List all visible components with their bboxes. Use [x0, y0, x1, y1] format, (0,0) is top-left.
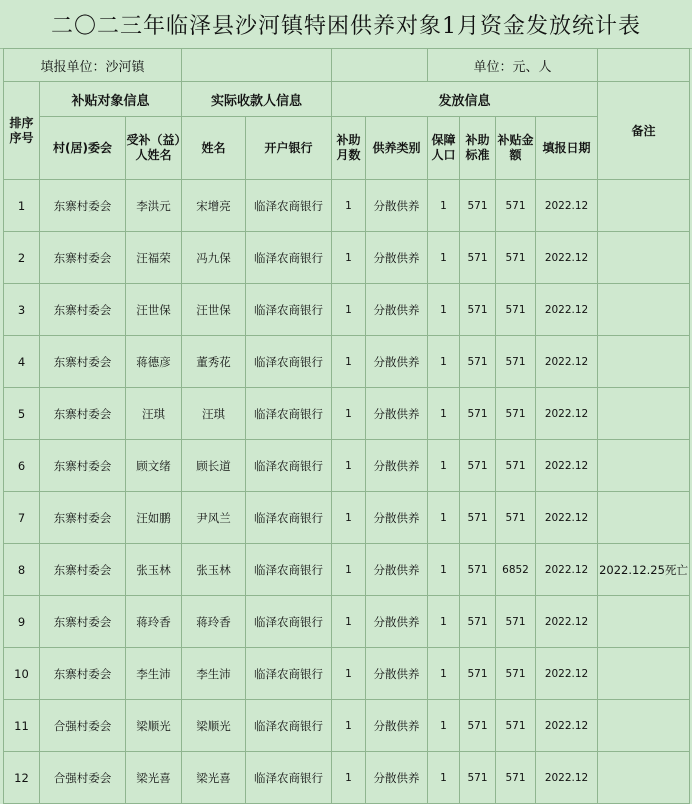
cell-support-type: 分散供养	[366, 752, 428, 804]
cell-village: 合强村委会	[40, 752, 126, 804]
cell-support-type: 分散供养	[366, 440, 428, 492]
cell-date: 2022.12	[536, 180, 598, 232]
cell-date: 2022.12	[536, 284, 598, 336]
cell-beneficiary: 汪琪	[126, 388, 182, 440]
cell-village: 东寨村委会	[40, 648, 126, 700]
cell-amount: 571	[496, 700, 536, 752]
data-table	[3, 48, 690, 804]
reporting-unit: 填报单位：沙河镇	[4, 49, 182, 82]
cell-support-type: 分散供养	[366, 492, 428, 544]
cell-persons: 1	[428, 700, 460, 752]
header-standard: 补助标准	[460, 117, 496, 180]
header-bank: 开户银行	[246, 117, 332, 180]
cell-amount: 571	[496, 648, 536, 700]
cell-beneficiary: 李洪元	[126, 180, 182, 232]
cell-village: 东寨村委会	[40, 440, 126, 492]
cell-persons: 1	[428, 492, 460, 544]
header-beneficiary: 受补（益）人姓名	[126, 117, 182, 180]
table-row	[4, 336, 690, 388]
cell-seq: 6	[4, 440, 40, 492]
cell-support-type: 分散供养	[366, 596, 428, 648]
header-payee-info: 实际收款人信息	[182, 82, 332, 117]
cell-payee-name: 董秀花	[182, 336, 246, 388]
cell-support-type: 分散供养	[366, 648, 428, 700]
cell-bank: 临泽农商银行	[246, 752, 332, 804]
cell-village: 东寨村委会	[40, 284, 126, 336]
cell-remark	[598, 492, 690, 544]
cell-beneficiary: 蒋德彦	[126, 336, 182, 388]
cell-date: 2022.12	[536, 544, 598, 596]
table-row	[4, 388, 690, 440]
cell-remark: 2022.12.25死亡	[598, 544, 690, 596]
cell-months: 1	[332, 492, 366, 544]
cell-village: 东寨村委会	[40, 596, 126, 648]
header-row-groups	[4, 82, 690, 117]
cell-bank: 临泽农商银行	[246, 388, 332, 440]
cell-bank: 临泽农商银行	[246, 492, 332, 544]
cell-persons: 1	[428, 544, 460, 596]
cell-beneficiary: 张玉林	[126, 544, 182, 596]
cell-seq: 11	[4, 700, 40, 752]
cell-months: 1	[332, 336, 366, 388]
cell-remark	[598, 648, 690, 700]
cell-date: 2022.12	[536, 232, 598, 284]
cell-date: 2022.12	[536, 440, 598, 492]
cell-months: 1	[332, 440, 366, 492]
cell-date: 2022.12	[536, 700, 598, 752]
cell-standard: 571	[460, 232, 496, 284]
cell-months: 1	[332, 232, 366, 284]
cell-remark	[598, 440, 690, 492]
cell-seq: 7	[4, 492, 40, 544]
cell-beneficiary: 汪如鹏	[126, 492, 182, 544]
cell-seq: 9	[4, 596, 40, 648]
cell-bank: 临泽农商银行	[246, 700, 332, 752]
cell-beneficiary: 梁光喜	[126, 752, 182, 804]
cell-village: 东寨村委会	[40, 232, 126, 284]
cell-date: 2022.12	[536, 492, 598, 544]
cell-amount: 571	[496, 596, 536, 648]
cell-persons: 1	[428, 752, 460, 804]
cell-support-type: 分散供养	[366, 180, 428, 232]
cell-date: 2022.12	[536, 752, 598, 804]
cell-persons: 1	[428, 180, 460, 232]
cell-support-type: 分散供养	[366, 388, 428, 440]
header-row-columns	[4, 117, 690, 180]
cell-seq: 3	[4, 284, 40, 336]
cell-months: 1	[332, 544, 366, 596]
info-row	[4, 49, 690, 82]
cell-payee-name: 汪琪	[182, 388, 246, 440]
cell-persons: 1	[428, 648, 460, 700]
cell-beneficiary: 汪福荣	[126, 232, 182, 284]
cell-payee-name: 冯九保	[182, 232, 246, 284]
cell-date: 2022.12	[536, 596, 598, 648]
cell-standard: 571	[460, 440, 496, 492]
cell-months: 1	[332, 648, 366, 700]
cell-seq: 2	[4, 232, 40, 284]
cell-village: 东寨村委会	[40, 388, 126, 440]
cell-bank: 临泽农商银行	[246, 648, 332, 700]
header-seq: 排序序号	[4, 82, 40, 180]
cell-bank: 临泽农商银行	[246, 336, 332, 388]
cell-seq: 1	[4, 180, 40, 232]
cell-persons: 1	[428, 388, 460, 440]
cell-amount: 571	[496, 752, 536, 804]
header-village: 村(居)委会	[40, 117, 126, 180]
cell-date: 2022.12	[536, 648, 598, 700]
cell-bank: 临泽农商银行	[246, 440, 332, 492]
cell-amount: 571	[496, 440, 536, 492]
cell-remark	[598, 596, 690, 648]
cell-village: 东寨村委会	[40, 492, 126, 544]
cell-payee-name: 梁顺光	[182, 700, 246, 752]
cell-bank: 临泽农商银行	[246, 232, 332, 284]
cell-amount: 571	[496, 388, 536, 440]
cell-support-type: 分散供养	[366, 700, 428, 752]
cell-seq: 5	[4, 388, 40, 440]
cell-amount: 571	[496, 492, 536, 544]
cell-village: 东寨村委会	[40, 544, 126, 596]
cell-bank: 临泽农商银行	[246, 180, 332, 232]
cell-seq: 8	[4, 544, 40, 596]
unit-label: 单位：元、人	[428, 49, 598, 82]
table-row	[4, 440, 690, 492]
cell-amount: 6852	[496, 544, 536, 596]
header-payment-info: 发放信息	[332, 82, 598, 117]
cell-beneficiary: 梁顺光	[126, 700, 182, 752]
cell-standard: 571	[460, 388, 496, 440]
table-row	[4, 284, 690, 336]
header-months: 补助月数	[332, 117, 366, 180]
cell-remark	[598, 388, 690, 440]
header-support-type: 供养类别	[366, 117, 428, 180]
header-subsidy-info: 补贴对象信息	[40, 82, 182, 117]
sheet-title: 二〇二三年临泽县沙河镇特困供养对象1月资金发放统计表	[0, 0, 692, 49]
cell-bank: 临泽农商银行	[246, 284, 332, 336]
cell-months: 1	[332, 596, 366, 648]
cell-beneficiary: 李生沛	[126, 648, 182, 700]
cell-amount: 571	[496, 180, 536, 232]
header-name: 姓名	[182, 117, 246, 180]
cell-support-type: 分散供养	[366, 232, 428, 284]
cell-standard: 571	[460, 492, 496, 544]
cell-payee-name: 梁光喜	[182, 752, 246, 804]
cell-bank: 临泽农商银行	[246, 544, 332, 596]
table-row	[4, 232, 690, 284]
cell-payee-name: 蒋玲香	[182, 596, 246, 648]
cell-seq: 12	[4, 752, 40, 804]
cell-seq: 10	[4, 648, 40, 700]
cell-standard: 571	[460, 752, 496, 804]
cell-remark	[598, 180, 690, 232]
cell-remark	[598, 232, 690, 284]
cell-standard: 571	[460, 596, 496, 648]
cell-beneficiary: 汪世保	[126, 284, 182, 336]
cell-beneficiary: 顾文绪	[126, 440, 182, 492]
cell-persons: 1	[428, 232, 460, 284]
cell-persons: 1	[428, 284, 460, 336]
table-row	[4, 700, 690, 752]
cell-standard: 571	[460, 180, 496, 232]
cell-payee-name: 顾长道	[182, 440, 246, 492]
cell-village: 东寨村委会	[40, 336, 126, 388]
cell-remark	[598, 700, 690, 752]
cell-amount: 571	[496, 284, 536, 336]
cell-months: 1	[332, 180, 366, 232]
header-persons: 保障人口	[428, 117, 460, 180]
cell-payee-name: 汪世保	[182, 284, 246, 336]
table-row	[4, 648, 690, 700]
cell-persons: 1	[428, 440, 460, 492]
cell-standard: 571	[460, 648, 496, 700]
table-row	[4, 596, 690, 648]
table-row	[4, 180, 690, 232]
cell-village: 东寨村委会	[40, 180, 126, 232]
header-amount: 补贴金额	[496, 117, 536, 180]
cell-beneficiary: 蒋玲香	[126, 596, 182, 648]
cell-standard: 571	[460, 700, 496, 752]
cell-remark	[598, 284, 690, 336]
cell-standard: 571	[460, 544, 496, 596]
cell-payee-name: 张玉林	[182, 544, 246, 596]
cell-village: 合强村委会	[40, 700, 126, 752]
cell-support-type: 分散供养	[366, 336, 428, 388]
cell-amount: 571	[496, 232, 536, 284]
cell-persons: 1	[428, 336, 460, 388]
cell-bank: 临泽农商银行	[246, 596, 332, 648]
table-row	[4, 544, 690, 596]
cell-months: 1	[332, 284, 366, 336]
cell-date: 2022.12	[536, 388, 598, 440]
cell-amount: 571	[496, 336, 536, 388]
cell-persons: 1	[428, 596, 460, 648]
cell-seq: 4	[4, 336, 40, 388]
cell-standard: 571	[460, 284, 496, 336]
cell-remark	[598, 336, 690, 388]
header-date: 填报日期	[536, 117, 598, 180]
cell-payee-name: 李生沛	[182, 648, 246, 700]
cell-support-type: 分散供养	[366, 544, 428, 596]
cell-date: 2022.12	[536, 336, 598, 388]
header-remark: 备注	[598, 82, 690, 180]
cell-months: 1	[332, 752, 366, 804]
cell-months: 1	[332, 700, 366, 752]
cell-payee-name: 尹风兰	[182, 492, 246, 544]
cell-standard: 571	[460, 336, 496, 388]
cell-support-type: 分散供养	[366, 284, 428, 336]
table-row	[4, 492, 690, 544]
cell-months: 1	[332, 388, 366, 440]
cell-payee-name: 宋增亮	[182, 180, 246, 232]
